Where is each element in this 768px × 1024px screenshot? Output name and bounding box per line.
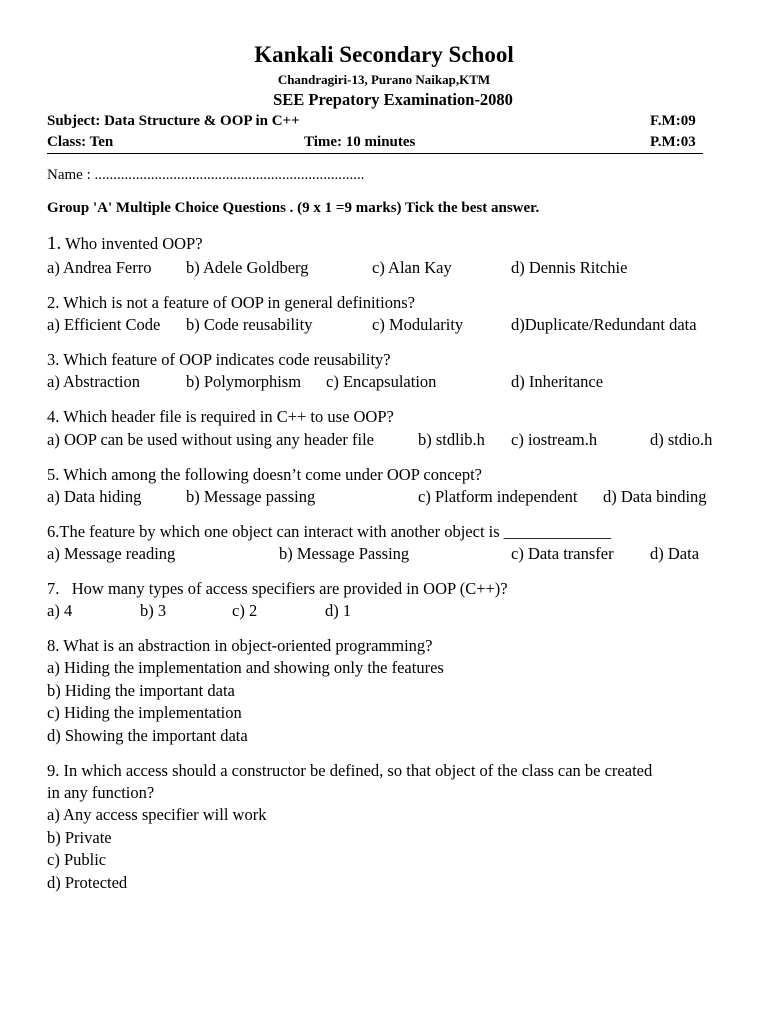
class-label: Class: Ten <box>47 134 114 150</box>
q3-option-d[interactable]: d) Inheritance <box>511 372 604 391</box>
q4-option-d[interactable]: d) stdio.h <box>650 430 713 449</box>
question-5: 5. Which among the following doesn’t come under OOP concept? <box>47 465 483 484</box>
q6-option-c[interactable]: c) Data transfer <box>511 544 614 563</box>
name-field: Name : ........................................................................ <box>47 167 365 183</box>
q3-option-a[interactable]: a) Abstraction <box>47 372 141 391</box>
q9-option-a[interactable]: a) Any access specifier will work <box>47 805 267 824</box>
question-3: 3. Which feature of OOP indicates code reusability? <box>47 350 391 369</box>
question-6: 6.The feature by which one object can interact with another object is _____________ <box>47 522 612 541</box>
q9-option-d[interactable]: d) Protected <box>47 873 128 892</box>
q4-option-c[interactable]: c) iostream.h <box>511 430 598 449</box>
q7-option-d[interactable]: d) 1 <box>325 601 352 620</box>
q2-option-c[interactable]: c) Modularity <box>372 315 464 334</box>
q1-option-c[interactable]: c) Alan Kay <box>372 258 452 277</box>
q1-option-a[interactable]: a) Andrea Ferro <box>47 258 152 277</box>
question-9-line-2: in any function? <box>47 783 155 802</box>
school-address: Chandragiri-13, Purano Naikap,KTM <box>277 72 491 87</box>
q5-option-d[interactable]: d) Data binding <box>603 487 707 506</box>
q2-option-a[interactable]: a) Efficient Code <box>47 315 161 334</box>
q1-option-d[interactable]: d) Dennis Ritchie <box>511 258 628 277</box>
question-2: 2. Which is not a feature of OOP in general definitions? <box>47 293 415 312</box>
q5-option-b[interactable]: b) Message passing <box>186 487 316 506</box>
q7-option-c[interactable]: c) 2 <box>232 601 258 620</box>
q4-option-a[interactable]: a) OOP can be used without using any header file <box>47 430 375 449</box>
q8-option-a[interactable]: a) Hiding the implementation and showing only the features <box>47 658 444 677</box>
q8-option-c[interactable]: c) Hiding the implementation <box>47 703 242 722</box>
question-9-line-1: 9. In which access should a constructor be defined, so that object of the class can be created <box>47 761 653 780</box>
question-4: 4. Which header file is required in C++ to use OOP? <box>47 407 394 426</box>
q5-option-c[interactable]: c) Platform independent <box>418 487 578 506</box>
q9-option-b[interactable]: b) Private <box>47 828 112 847</box>
full-marks: F.M:09 <box>650 113 696 129</box>
q6-option-a[interactable]: a) Message reading <box>47 544 176 563</box>
q4-option-b[interactable]: b) stdlib.h <box>418 430 485 449</box>
q7-option-a[interactable]: a) 4 <box>47 601 73 620</box>
q3-option-c[interactable]: c) Encapsulation <box>326 372 437 391</box>
question-1-number: 1. <box>47 233 62 254</box>
q6-option-d[interactable]: d) Data <box>650 544 700 563</box>
school-name: Kankali Secondary School <box>254 42 514 67</box>
question-8: 8. What is an abstraction in object-oriented programming? <box>47 636 433 655</box>
q3-option-b[interactable]: b) Polymorphism <box>186 372 302 391</box>
group-heading: Group 'A' Multiple Choice Questions . (9 x 1 =9 marks) Tick the best answer. <box>47 200 540 216</box>
q6-option-b[interactable]: b) Message Passing <box>279 544 410 563</box>
q5-option-a[interactable]: a) Data hiding <box>47 487 142 506</box>
q9-option-c[interactable]: c) Public <box>47 850 107 869</box>
question-1-text: Who invented OOP? <box>61 234 203 253</box>
time-label: Time: 10 minutes <box>304 134 416 150</box>
q7-option-b[interactable]: b) 3 <box>140 601 167 620</box>
q2-option-b[interactable]: b) Code reusability <box>186 315 313 334</box>
pass-marks: P.M:03 <box>650 134 696 150</box>
q8-option-b[interactable]: b) Hiding the important data <box>47 681 235 700</box>
question-7: 7. How many types of access specifiers are provided in OOP (C++)? <box>47 579 508 598</box>
q2-option-d[interactable]: d)Duplicate/Redundant data <box>511 315 697 334</box>
q1-option-b[interactable]: b) Adele Goldberg <box>186 258 309 277</box>
exam-title: SEE Prepatory Examination-2080 <box>273 90 513 109</box>
subject-label: Subject: Data Structure & OOP in C++ <box>47 113 300 129</box>
question-1 <box>47 233 203 255</box>
q8-option-d[interactable]: d) Showing the important data <box>47 726 248 745</box>
